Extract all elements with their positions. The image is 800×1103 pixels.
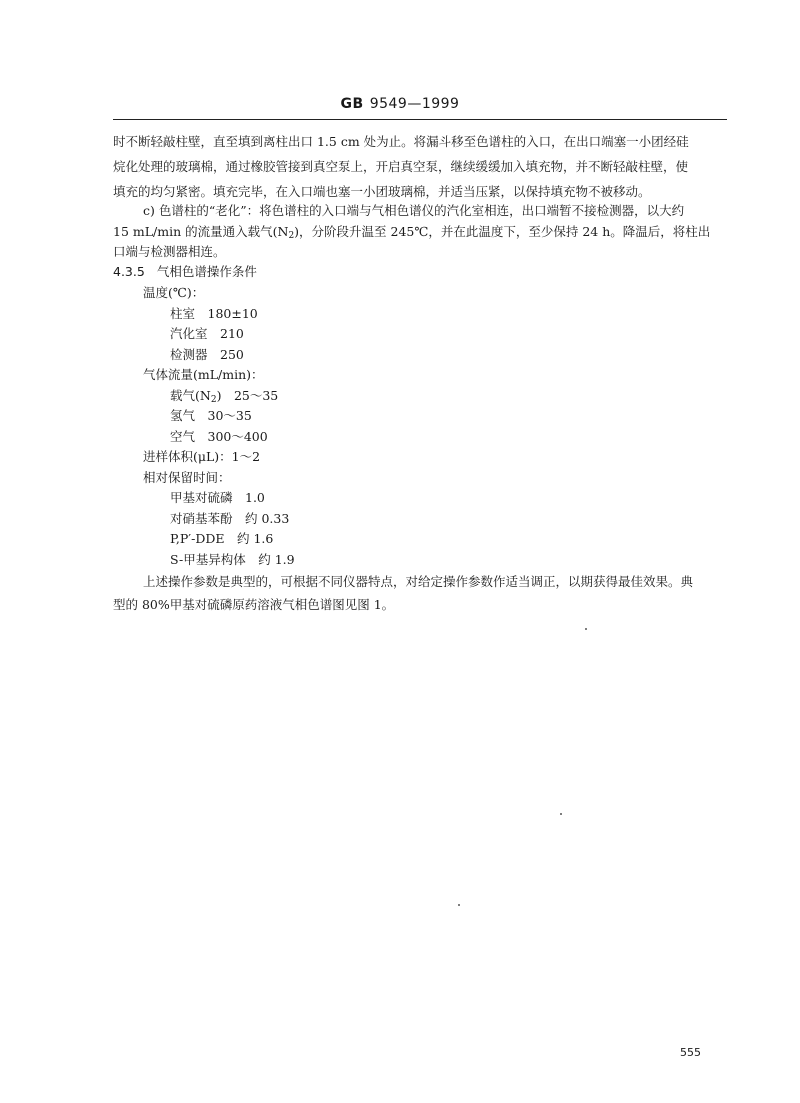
section-heading bbox=[113, 264, 257, 280]
standard-number: 9549—1999 bbox=[369, 96, 460, 112]
para2-line1: c) 色谱柱的“老化”：将色谱柱的入口端与气相色谱仪的汽化室相连，出口端暂不接检测器，以大约 bbox=[143, 203, 685, 218]
standard-prefix: GB bbox=[340, 96, 364, 112]
para1-line3: 填充的均匀紧密。填充完毕，在入口端也塞一小团玻璃棉，并适当压紧，以保持填充物不被移动。 bbox=[113, 184, 651, 199]
temperature-vaporizer: 汽化室 210 bbox=[170, 326, 244, 341]
para1-line2: 烷化处理的玻璃棉，通过橡胶管接到真空泵上，开启真空泵，继续缓缓加入填充物，并不断轻敲柱壁，使 bbox=[113, 159, 689, 174]
scan-speck bbox=[560, 813, 562, 815]
temperature-label: 温度(℃)： bbox=[143, 285, 205, 300]
section-title: 气相色谱操作条件 bbox=[156, 264, 257, 279]
gas-flow-label: 气体流量(mL/min)： bbox=[143, 367, 264, 382]
para3-line1: 上述操作参数是典型的，可根据不同仪器特点，对给定操作参数作适当调正，以期获得最佳效果。典 bbox=[143, 574, 694, 589]
scan-speck bbox=[458, 904, 460, 906]
para1-line1: 时不断轻敲柱壁，直至填到离柱出口 1.5 cm 处为止。将漏斗移至色谱柱的入口，在出口端塞一小团经硅 bbox=[113, 134, 689, 149]
para3-line2: 型的 80%甲基对硫磷原药溶液气相色谱图见图 1。 bbox=[113, 597, 395, 612]
header-rule bbox=[113, 119, 727, 120]
gas-flow-air: 空气 300～400 bbox=[170, 429, 268, 444]
page-number: 555 bbox=[680, 1046, 701, 1059]
retention-item-2: 对硝基苯酚 约 0.33 bbox=[170, 511, 290, 526]
para2-line3: 口端与检测器相连。 bbox=[113, 244, 226, 259]
scan-speck bbox=[585, 628, 587, 630]
gas-flow-carrier: 载气$(N_2)$ 25～35 bbox=[170, 388, 279, 405]
retention-item-3: P,P′-DDE 约 1.6 bbox=[170, 531, 274, 546]
retention-item-4: S-甲基异构体 约 1.9 bbox=[170, 552, 295, 567]
temperature-column: 柱室 180±10 bbox=[170, 306, 258, 321]
section-number: 4.3.5 bbox=[113, 264, 145, 279]
injection-volume: 进样体积(μL)：1～2 bbox=[143, 449, 261, 464]
gas-flow-hydrogen: 氢气 30～35 bbox=[170, 408, 252, 423]
retention-item-1: 甲基对硫磷 1.0 bbox=[170, 490, 265, 505]
retention-label: 相对保留时间： bbox=[143, 470, 231, 485]
page-header bbox=[0, 96, 800, 112]
para2-line2: 15 mL/min 的流量通入载气$(N_2)$，分阶段升温至 245℃，并在此温度下，至少保持 24 h。降温后，将柱出 bbox=[113, 224, 711, 241]
temperature-detector: 检测器 250 bbox=[170, 347, 244, 362]
